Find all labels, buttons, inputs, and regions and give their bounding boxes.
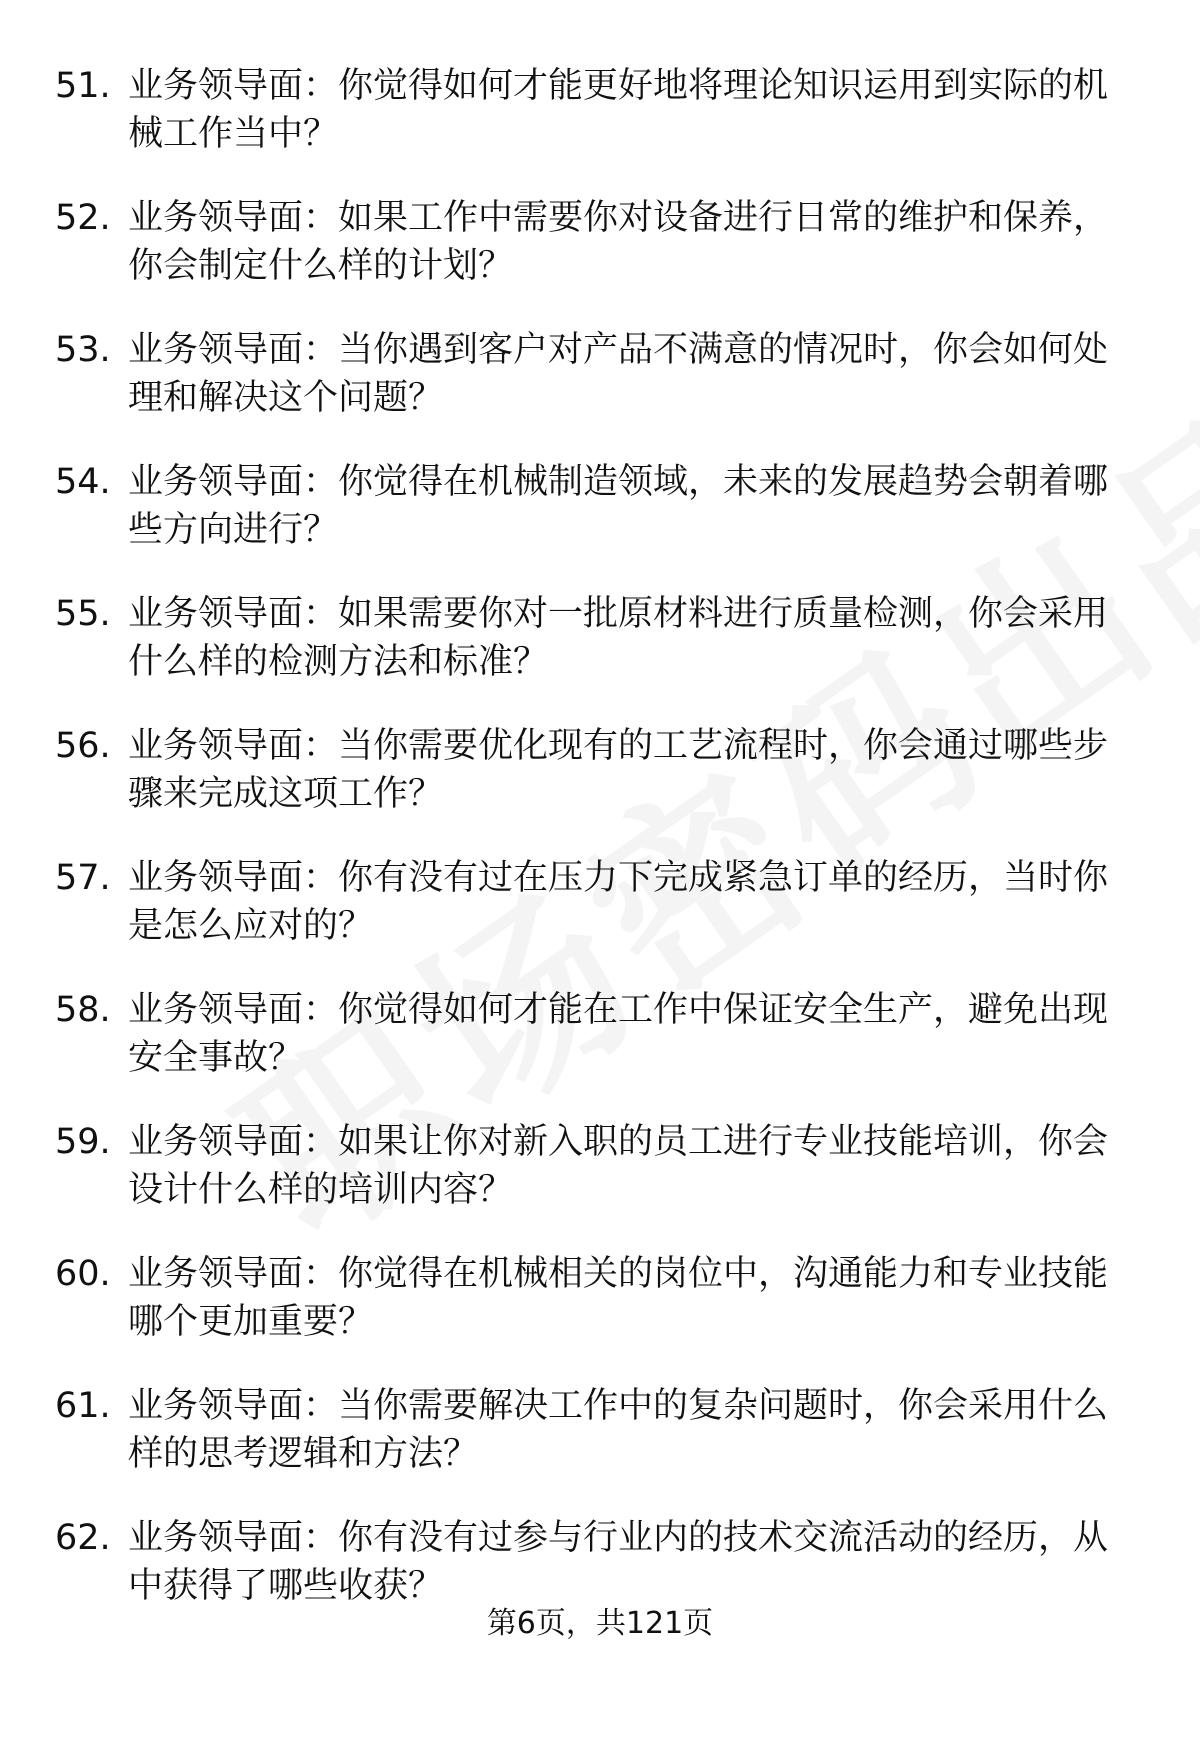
item-text: 业务领导面：当你遇到客户对产品不满意的情况时，你会如何处理和解决这个问题？ bbox=[128, 330, 1109, 418]
list-item bbox=[55, 1382, 1145, 1514]
item-text: 业务领导面：如果工作中需要你对设备进行日常的维护和保养，你会制定什么样的计划？ bbox=[128, 198, 1109, 286]
item-text: 业务领导面：当你需要优化现有的工艺流程时，你会通过哪些步骤来完成这项工作？ bbox=[128, 726, 1109, 814]
item-number: 59. bbox=[55, 1122, 111, 1162]
item-text: 业务领导面：如果需要你对一批原材料进行质量检测，你会采用什么样的检测方法和标准？ bbox=[128, 594, 1109, 682]
list-item bbox=[55, 986, 1145, 1118]
list-item bbox=[55, 722, 1145, 854]
item-number: 52. bbox=[55, 198, 111, 238]
item-number: 51. bbox=[55, 66, 111, 106]
list-item bbox=[55, 1250, 1145, 1382]
item-number: 61. bbox=[55, 1386, 111, 1426]
list-item bbox=[55, 194, 1145, 326]
page-number-label: 第6页，共121页 bbox=[486, 1606, 714, 1641]
item-number: 58. bbox=[55, 990, 111, 1030]
item-text: 业务领导面：如果让你对新入职的员工进行专业技能培训，你会设计什么样的培训内容？ bbox=[128, 1122, 1109, 1210]
page-footer bbox=[0, 1604, 1200, 1644]
item-number: 53. bbox=[55, 330, 111, 370]
item-text: 业务领导面：你觉得在机械制造领域，未来的发展趋势会朝着哪些方向进行？ bbox=[128, 462, 1109, 550]
item-text: 业务领导面：你觉得如何才能更好地将理论知识运用到实际的机械工作当中？ bbox=[128, 66, 1109, 154]
list-item bbox=[55, 590, 1145, 722]
question-list bbox=[55, 62, 1145, 1646]
item-text: 业务领导面：当你需要解决工作中的复杂问题时，你会采用什么样的思考逻辑和方法？ bbox=[128, 1386, 1109, 1474]
list-item bbox=[55, 326, 1145, 458]
item-text: 业务领导面：你觉得在机械相关的岗位中，沟通能力和专业技能哪个更加重要？ bbox=[128, 1254, 1109, 1342]
item-number: 60. bbox=[55, 1254, 111, 1294]
item-number: 56. bbox=[55, 726, 111, 766]
item-number: 54. bbox=[55, 462, 111, 502]
item-text: 业务领导面：你有没有过参与行业内的技术交流活动的经历，从中获得了哪些收获？ bbox=[128, 1518, 1109, 1606]
item-text: 业务领导面：你有没有过在压力下完成紧急订单的经历，当时你是怎么应对的？ bbox=[128, 858, 1109, 946]
list-item bbox=[55, 458, 1145, 590]
item-number: 55. bbox=[55, 594, 111, 634]
item-text: 业务领导面：你觉得如何才能在工作中保证安全生产，避免出现安全事故？ bbox=[128, 990, 1109, 1078]
item-number: 57. bbox=[55, 858, 111, 898]
list-item bbox=[55, 854, 1145, 986]
item-number: 62. bbox=[55, 1518, 111, 1558]
list-item bbox=[55, 62, 1145, 194]
list-item bbox=[55, 1118, 1145, 1250]
